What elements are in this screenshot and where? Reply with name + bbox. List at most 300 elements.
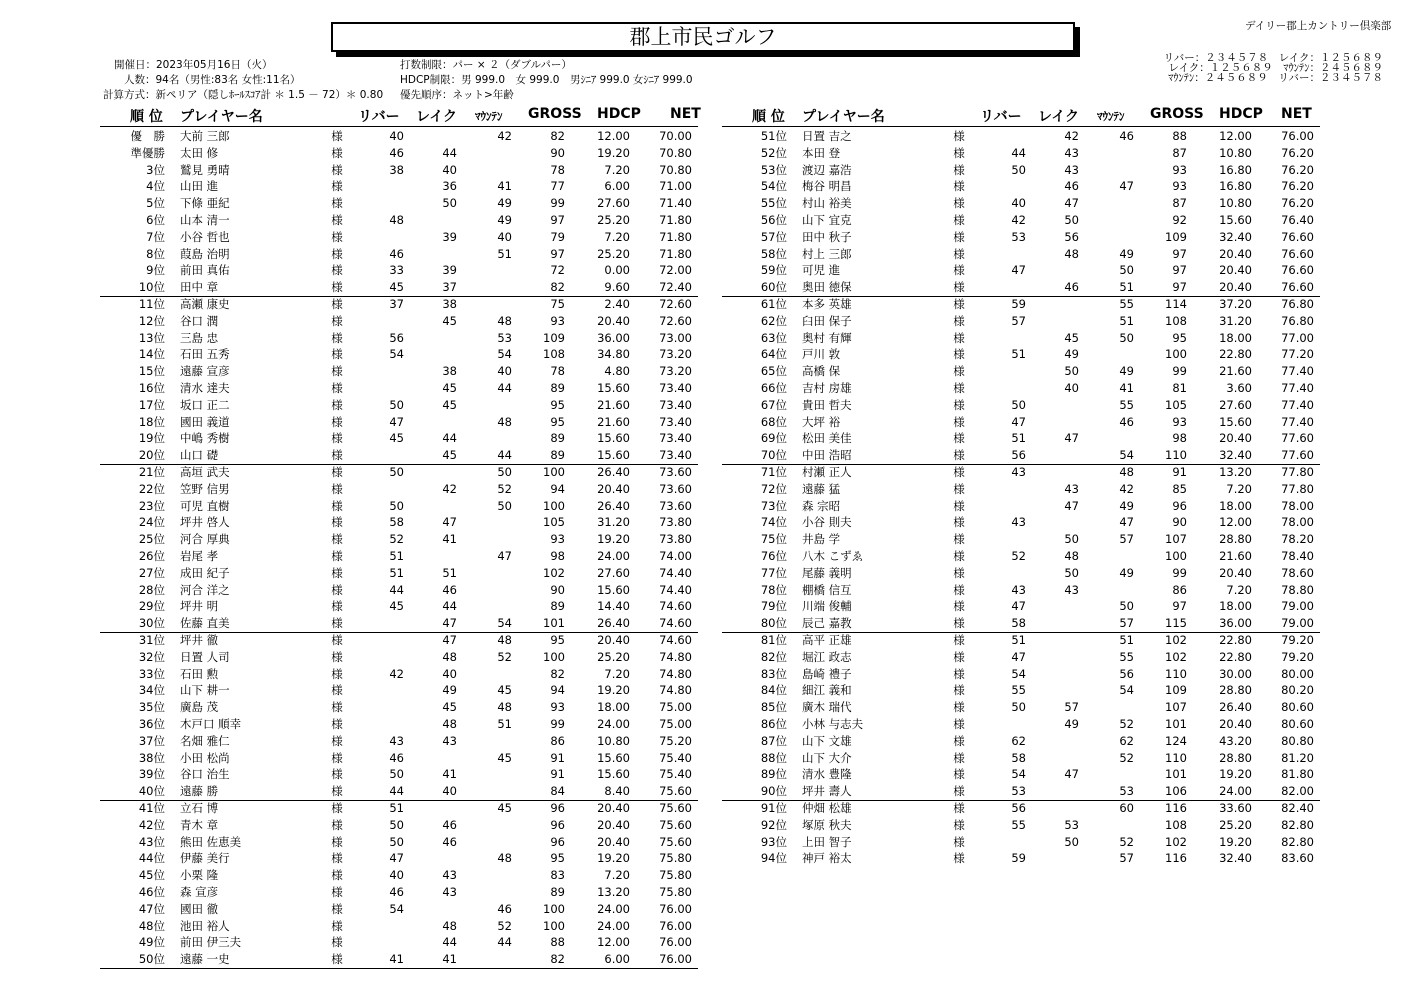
- honorific-cell: 様: [331, 246, 343, 261]
- table-row: [722, 346, 1320, 363]
- player-name-cell: 貴田 哲夫: [802, 397, 852, 412]
- mountain-score-cell: 50: [1119, 263, 1134, 278]
- river-score-cell: 57: [1011, 313, 1026, 328]
- lake-score-cell: 45: [442, 381, 457, 395]
- gross-score-cell: 89: [550, 431, 565, 446]
- hdcp-cell: 6.00: [604, 179, 630, 194]
- event-date: 開催日：2023年05月16日（火）: [114, 59, 273, 71]
- player-name-cell: 下條 亜紀: [180, 196, 230, 211]
- net-score-cell: 78.00: [1281, 515, 1314, 530]
- hdcp-cell: 13.20: [597, 885, 630, 899]
- rank-cell: 7位: [146, 229, 165, 244]
- lake-score-cell: 44: [442, 145, 457, 160]
- player-name-cell: 辰己 嘉教: [802, 616, 852, 631]
- rank-cell: 39位: [138, 767, 165, 782]
- honorific-cell: 様: [953, 213, 965, 227]
- rank-cell: 11位: [138, 297, 165, 311]
- river-score-cell: 50: [389, 465, 404, 479]
- lake-score-cell: 47: [1064, 196, 1079, 211]
- honorific-cell: 様: [953, 767, 965, 782]
- player-name-cell: 小田 松尚: [180, 750, 230, 765]
- player-name-cell: 高瀬 康史: [180, 297, 230, 311]
- mountain-score-cell: 42: [1119, 481, 1134, 496]
- rank-cell: 33位: [138, 666, 165, 681]
- net-score-cell: 74.60: [659, 616, 692, 631]
- gross-score-cell: 96: [1172, 498, 1187, 513]
- table-row: [100, 229, 698, 246]
- table-row: [100, 178, 698, 195]
- table-row: [100, 733, 698, 750]
- hdcp-cell: 27.60: [597, 196, 630, 211]
- gross-score-cell: 96: [550, 817, 565, 832]
- net-score-cell: 73.20: [659, 347, 692, 362]
- col-mountain: ﾏｳﾝﾃﾝ: [1097, 110, 1125, 123]
- lake-score-cell: 46: [442, 817, 457, 832]
- rank-cell: 46位: [138, 885, 165, 899]
- table-row: [722, 766, 1320, 783]
- hdcp-cell: 20.40: [597, 817, 630, 832]
- table-row: [722, 582, 1320, 599]
- player-name-cell: 尾藤 義明: [802, 565, 852, 580]
- table-row: [100, 632, 698, 649]
- lake-score-cell: 56: [1064, 229, 1079, 244]
- honorific-cell: 様: [331, 280, 343, 295]
- rank-cell: 69位: [760, 431, 787, 446]
- river-score-cell: 50: [389, 817, 404, 832]
- rank-cell: 34位: [138, 683, 165, 698]
- river-score-cell: 52: [389, 532, 404, 547]
- gross-score-cell: 99: [1172, 565, 1187, 580]
- hdcp-cell: 28.80: [1219, 683, 1252, 698]
- honorific-cell: 様: [331, 297, 343, 311]
- table-row: [100, 346, 698, 363]
- col-gross: GROSS: [528, 106, 582, 122]
- lake-score-cell: 47: [442, 515, 457, 530]
- mountain-score-cell: 48: [497, 313, 512, 328]
- lake-score-cell: 36: [442, 179, 457, 194]
- net-score-cell: 70.80: [659, 145, 692, 160]
- net-score-cell: 73.40: [659, 448, 692, 463]
- rank-cell: 50位: [138, 952, 165, 967]
- rank-cell: 55位: [760, 196, 787, 211]
- hdcp-cell: 20.40: [1219, 565, 1252, 580]
- mountain-score-cell: 40: [497, 229, 512, 244]
- river-score-cell: 55: [1011, 683, 1026, 698]
- honorific-cell: 様: [953, 263, 965, 278]
- net-score-cell: 73.60: [659, 481, 692, 496]
- priority-order: 優先順序：ネット>年齢: [400, 89, 514, 101]
- table-row: [100, 850, 698, 867]
- mountain-score-cell: 57: [1119, 851, 1134, 866]
- rank-cell: 91位: [760, 801, 787, 815]
- honorific-cell: 様: [331, 397, 343, 412]
- player-name-cell: 前田 真佑: [180, 263, 230, 278]
- honorific-cell: 様: [331, 683, 343, 698]
- table-row: [100, 363, 698, 380]
- lake-score-cell: 43: [442, 885, 457, 899]
- lake-score-cell: 48: [1064, 246, 1079, 261]
- honorific-cell: 様: [331, 213, 343, 227]
- rank-cell: 36位: [138, 717, 165, 731]
- player-name-cell: 熊田 佐恵美: [180, 834, 242, 849]
- mountain-score-cell: 51: [497, 246, 512, 261]
- gross-score-cell: 87: [1172, 145, 1187, 160]
- mountain-score-cell: 49: [1119, 498, 1134, 513]
- net-score-cell: 71.40: [659, 196, 692, 211]
- player-name-cell: 村上 三郎: [802, 246, 852, 261]
- hdcp-cell: 31.20: [597, 515, 630, 530]
- mountain-score-cell: 49: [1119, 364, 1134, 379]
- honorific-cell: 様: [331, 498, 343, 513]
- mountain-score-cell: 53: [497, 330, 512, 345]
- table-row: [722, 598, 1320, 615]
- gross-score-cell: 100: [543, 498, 565, 513]
- honorific-cell: 様: [331, 313, 343, 328]
- net-score-cell: 76.20: [1281, 196, 1314, 211]
- net-score-cell: 78.00: [1281, 498, 1314, 513]
- gross-score-cell: 72: [550, 263, 565, 278]
- table-row: [100, 464, 698, 481]
- player-name-cell: 川端 俊輔: [802, 599, 852, 614]
- gross-score-cell: 102: [1165, 633, 1187, 647]
- gross-score-cell: 91: [550, 750, 565, 765]
- hdcp-cell: 6.00: [604, 952, 630, 967]
- stroke-limit: 打数制限：パー × ２（ダブルパー）: [400, 59, 572, 71]
- lake-score-cell: 47: [442, 616, 457, 631]
- mountain-score-cell: 55: [1119, 297, 1134, 311]
- hdcp-cell: 20.40: [1219, 246, 1252, 261]
- lake-score-cell: 41: [442, 767, 457, 782]
- gross-score-cell: 102: [543, 565, 565, 580]
- gross-score-cell: 86: [1172, 582, 1187, 597]
- honorific-cell: 様: [953, 330, 965, 345]
- player-name-cell: 中嶋 秀樹: [180, 431, 230, 446]
- rank-cell: 23位: [138, 498, 165, 513]
- honorific-cell: 様: [953, 246, 965, 261]
- net-score-cell: 71.80: [659, 229, 692, 244]
- net-score-cell: 72.60: [659, 313, 692, 328]
- rank-cell: 73位: [760, 498, 787, 513]
- gross-score-cell: 100: [543, 465, 565, 479]
- honorific-cell: 様: [331, 784, 343, 799]
- hdcp-cell: 34.80: [597, 347, 630, 362]
- hdcp-cell: 15.60: [597, 750, 630, 765]
- player-name-cell: 臼田 保子: [802, 313, 852, 328]
- gross-score-cell: 78: [550, 162, 565, 177]
- net-score-cell: 73.60: [659, 465, 692, 479]
- gross-score-cell: 83: [550, 868, 565, 883]
- table-row: [100, 615, 698, 632]
- table-row: [722, 178, 1320, 195]
- gross-score-cell: 107: [1165, 532, 1187, 547]
- lake-score-cell: 45: [442, 448, 457, 463]
- table-row: [722, 615, 1320, 632]
- rank-cell: 15位: [138, 364, 165, 379]
- player-name-cell: 高垣 武夫: [180, 465, 230, 479]
- net-score-cell: 76.20: [1281, 162, 1314, 177]
- hdcp-cell: 12.00: [597, 129, 630, 143]
- net-score-cell: 70.00: [659, 129, 692, 143]
- lake-score-cell: 41: [442, 532, 457, 547]
- rank-cell: 40位: [138, 784, 165, 799]
- honorific-cell: 様: [953, 297, 965, 311]
- hdcp-cell: 36.00: [1219, 616, 1252, 631]
- lake-score-cell: 48: [1064, 549, 1079, 563]
- river-score-cell: 51: [1011, 431, 1026, 446]
- river-score-cell: 43: [1011, 515, 1026, 530]
- lake-score-cell: 40: [442, 784, 457, 799]
- honorific-cell: 様: [953, 817, 965, 832]
- player-name-cell: 細江 義和: [802, 683, 852, 698]
- table-row: [100, 817, 698, 834]
- gross-score-cell: 97: [550, 246, 565, 261]
- honorific-cell: 様: [331, 364, 343, 379]
- mountain-score-cell: 48: [497, 851, 512, 866]
- hdcp-cell: 32.40: [1219, 851, 1252, 866]
- hdcp-cell: 16.80: [1219, 179, 1252, 194]
- rank-cell: 62位: [760, 313, 787, 328]
- net-score-cell: 80.60: [1281, 700, 1314, 715]
- rank-cell: 77位: [760, 565, 787, 580]
- player-name-cell: 上田 智子: [802, 834, 852, 849]
- honorific-cell: 様: [331, 448, 343, 463]
- player-name-cell: 木戸口 順幸: [180, 717, 242, 731]
- net-score-cell: 76.60: [1281, 246, 1314, 261]
- player-name-cell: 谷口 治生: [180, 767, 230, 782]
- mountain-score-cell: 46: [497, 901, 512, 916]
- hdcp-cell: 20.40: [597, 481, 630, 496]
- lake-score-cell: 43: [442, 868, 457, 883]
- river-score-cell: 46: [389, 145, 404, 160]
- lake-score-cell: 46: [1064, 179, 1079, 194]
- mountain-score-cell: 60: [1119, 801, 1134, 815]
- rank-cell: 17位: [138, 397, 165, 412]
- lake-score-cell: 49: [1064, 717, 1079, 731]
- river-score-cell: 51: [389, 565, 404, 580]
- net-score-cell: 78.80: [1281, 582, 1314, 597]
- honorific-cell: 様: [331, 129, 343, 143]
- gross-score-cell: 109: [543, 330, 565, 345]
- gross-score-cell: 93: [550, 532, 565, 547]
- net-score-cell: 76.60: [1281, 229, 1314, 244]
- honorific-cell: 様: [953, 465, 965, 479]
- player-name-cell: 遠藤 勝: [180, 784, 219, 799]
- player-name-cell: 坪井 啓人: [180, 515, 230, 530]
- player-name-cell: 山下 耕一: [180, 683, 230, 698]
- player-name-cell: 清水 達夫: [180, 381, 230, 395]
- player-name-cell: 岩尾 孝: [180, 549, 219, 563]
- table-row: [722, 699, 1320, 716]
- mountain-score-cell: 41: [497, 179, 512, 194]
- rank-cell: 22位: [138, 481, 165, 496]
- rank-cell: 65位: [760, 364, 787, 379]
- rank-cell: 63位: [760, 330, 787, 345]
- mountain-score-cell: 51: [1119, 633, 1134, 647]
- river-score-cell: 40: [1011, 196, 1026, 211]
- hdcp-cell: 27.60: [1219, 397, 1252, 412]
- river-score-cell: 51: [1011, 347, 1026, 362]
- gross-score-cell: 109: [1165, 229, 1187, 244]
- gross-score-cell: 90: [550, 145, 565, 160]
- table-row: [100, 666, 698, 683]
- river-score-cell: 58: [1011, 750, 1026, 765]
- honorific-cell: 様: [331, 935, 343, 950]
- gross-score-cell: 110: [1165, 666, 1187, 681]
- table-row: [100, 800, 698, 817]
- river-score-cell: 50: [389, 767, 404, 782]
- river-score-cell: 46: [389, 885, 404, 899]
- player-name-cell: 小谷 則夫: [802, 515, 852, 530]
- col-lake: レイク: [416, 109, 458, 125]
- mountain-score-cell: 52: [497, 918, 512, 933]
- honorific-cell: 様: [331, 549, 343, 563]
- col-lake: レイク: [1038, 109, 1080, 125]
- honorific-cell: 様: [331, 733, 343, 748]
- net-score-cell: 76.20: [1281, 145, 1314, 160]
- player-name-cell: 小栗 隆: [180, 868, 219, 883]
- hdcp-limit: HDCP制限：男 999.0 女 999.0 男ｼﾆｱ 999.0 女ｼﾆｱ 999.0: [400, 74, 693, 86]
- table-row: [100, 397, 698, 414]
- player-name-cell: 可児 進: [802, 263, 841, 278]
- table-row: [100, 951, 698, 968]
- player-name-cell: 田中 章: [180, 280, 219, 295]
- net-score-cell: 71.80: [659, 246, 692, 261]
- table-row: [722, 531, 1320, 548]
- lake-score-cell: 43: [1064, 481, 1079, 496]
- river-score-cell: 55: [1011, 817, 1026, 832]
- col-mountain: ﾏｳﾝﾃﾝ: [475, 110, 503, 123]
- gross-score-cell: 97: [1172, 280, 1187, 295]
- gross-score-cell: 98: [550, 549, 565, 563]
- hdcp-cell: 21.60: [1219, 364, 1252, 379]
- river-score-cell: 53: [1011, 784, 1026, 799]
- net-score-cell: 80.60: [1281, 717, 1314, 731]
- net-score-cell: 72.60: [659, 297, 692, 311]
- hdcp-cell: 26.40: [597, 616, 630, 631]
- mountain-score-cell: 45: [497, 683, 512, 698]
- mountain-score-cell: 48: [1119, 465, 1134, 479]
- lake-score-cell: 45: [442, 700, 457, 715]
- gross-score-cell: 96: [550, 834, 565, 849]
- mountain-score-cell: 54: [1119, 448, 1134, 463]
- rank-cell: 56位: [760, 213, 787, 227]
- net-score-cell: 79.20: [1281, 633, 1314, 647]
- mountain-score-cell: 48: [497, 633, 512, 647]
- player-name-cell: 葭島 治明: [180, 246, 230, 261]
- net-score-cell: 83.60: [1281, 851, 1314, 866]
- net-score-cell: 75.40: [659, 750, 692, 765]
- player-name-cell: 棚橋 信互: [802, 582, 852, 597]
- player-name-cell: 奥村 有輝: [802, 330, 852, 345]
- net-score-cell: 82.00: [1281, 784, 1314, 799]
- player-name-cell: 高平 正雄: [802, 633, 852, 647]
- lake-score-cell: 50: [1064, 213, 1079, 227]
- player-name-cell: 坂口 正二: [180, 397, 230, 412]
- honorific-cell: 様: [953, 733, 965, 748]
- mountain-score-cell: 57: [1119, 532, 1134, 547]
- player-name-cell: 松田 美佳: [802, 431, 852, 446]
- gross-score-cell: 97: [1172, 263, 1187, 278]
- honorific-cell: 様: [331, 565, 343, 580]
- net-score-cell: 79.20: [1281, 649, 1314, 664]
- rank-cell: 13位: [138, 330, 165, 345]
- gross-score-cell: 95: [550, 397, 565, 412]
- honorific-cell: 様: [331, 901, 343, 916]
- mountain-score-cell: 52: [497, 481, 512, 496]
- net-score-cell: 77.80: [1281, 481, 1314, 496]
- honorific-cell: 様: [331, 381, 343, 395]
- table-row: [100, 531, 698, 548]
- table-row: [722, 565, 1320, 582]
- club-name: デイリー郡上カントリー倶楽部: [1245, 20, 1392, 32]
- mountain-score-cell: 48: [497, 414, 512, 429]
- rank-cell: 41位: [138, 801, 165, 815]
- table-row: [100, 430, 698, 447]
- net-score-cell: 75.60: [659, 817, 692, 832]
- rank-cell: 47位: [138, 901, 165, 916]
- rank-cell: 6位: [146, 213, 165, 227]
- player-name-cell: 笠野 信男: [180, 481, 230, 496]
- river-score-cell: 54: [1011, 666, 1026, 681]
- player-name-cell: 名畑 雅仁: [180, 733, 230, 748]
- hdcp-cell: 12.00: [1219, 515, 1252, 530]
- rank-cell: 78位: [760, 582, 787, 597]
- player-name-cell: 太田 修: [180, 145, 219, 160]
- rank-cell: 58位: [760, 246, 787, 261]
- river-score-cell: 43: [389, 733, 404, 748]
- player-name-cell: 池田 裕人: [180, 918, 230, 933]
- lake-score-cell: 47: [1064, 431, 1079, 446]
- net-score-cell: 70.80: [659, 162, 692, 177]
- mountain-score-cell: 62: [1119, 733, 1134, 748]
- calculation-method: 計算方式：新ペリア（隠しﾎｰﾙｽｺｱ計 ＊ 1.5 － 72）＊ 0.80: [103, 89, 384, 101]
- net-score-cell: 76.60: [1281, 263, 1314, 278]
- honorific-cell: 様: [331, 952, 343, 967]
- lake-score-cell: 38: [442, 364, 457, 379]
- rank-cell: 68位: [760, 414, 787, 429]
- table-row: [100, 212, 698, 229]
- hdcp-cell: 26.40: [597, 498, 630, 513]
- hdcp-cell: 10.80: [1219, 196, 1252, 211]
- table-row: [722, 414, 1320, 431]
- hdcp-cell: 12.00: [597, 935, 630, 950]
- player-name-cell: 大坪 裕: [802, 414, 841, 429]
- table-row: [100, 313, 698, 330]
- hdcp-cell: 20.40: [1219, 431, 1252, 446]
- table-row: [100, 548, 698, 565]
- table-row: [722, 447, 1320, 464]
- honorific-cell: 様: [331, 263, 343, 278]
- rank-cell: 61位: [760, 297, 787, 311]
- lake-score-cell: 46: [1064, 280, 1079, 295]
- mountain-score-cell: 52: [497, 649, 512, 664]
- river-score-cell: 47: [1011, 649, 1026, 664]
- gross-score-cell: 77: [550, 179, 565, 194]
- honorific-cell: 様: [953, 616, 965, 631]
- table-row: [722, 128, 1320, 145]
- honorific-cell: 様: [953, 532, 965, 547]
- river-score-cell: 51: [389, 549, 404, 563]
- gross-score-cell: 96: [550, 801, 565, 815]
- lake-score-cell: 48: [442, 649, 457, 664]
- honorific-cell: 様: [953, 347, 965, 362]
- gross-score-cell: 95: [1172, 330, 1187, 345]
- net-score-cell: 77.40: [1281, 414, 1314, 429]
- table-row: [722, 313, 1320, 330]
- player-name-cell: 本田 登: [802, 145, 841, 160]
- net-score-cell: 76.40: [1281, 213, 1314, 227]
- gross-score-cell: 101: [1165, 717, 1187, 731]
